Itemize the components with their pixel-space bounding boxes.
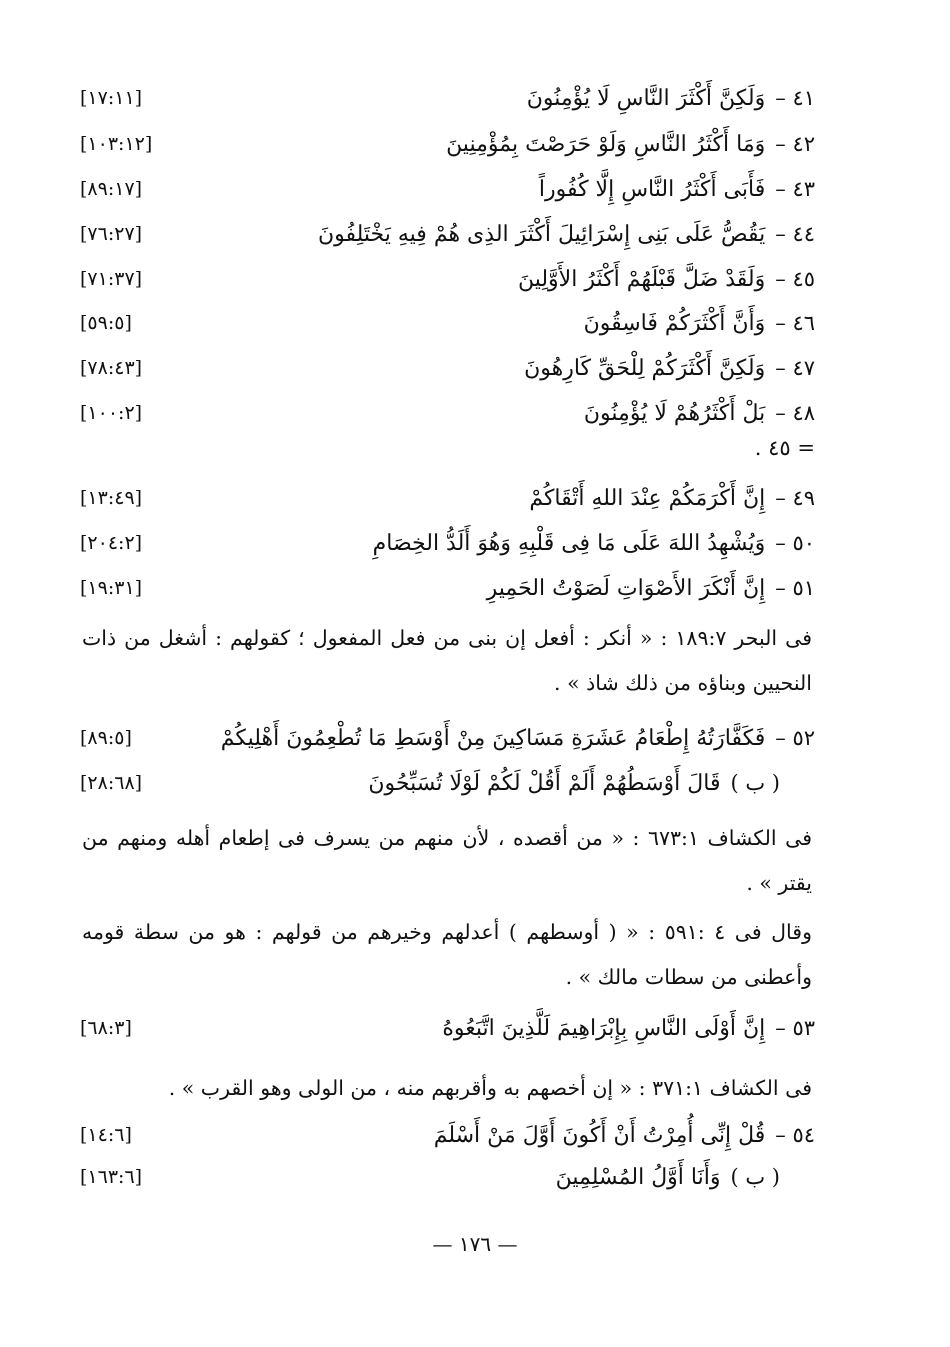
commentary-note: وقال فى ٤ :٥٩١ : « ( أوسطهم ) أعدلهم وخيرهم من قولهم : هو من سطة قومه وأعطنى من سطات مالك » .	[82, 920, 812, 989]
verse-number: ٥٠ –	[775, 531, 815, 555]
verse-reference: [٦٨:٣]	[80, 1017, 132, 1039]
verse-line	[80, 214, 815, 254]
verse-text: وَمَا أَكْثَرُ النَّاسِ وَلَوْ حَرَصْتَ بِمُؤْمِنِينَ	[446, 131, 766, 157]
verse-text: إِنَّ أَكْرَمَكُمْ عِنْدَ اللهِ أَتْقَاكُمْ	[529, 485, 766, 511]
verse-text: قَالَ أَوْسَطُهُمْ أَلَمْ أَقُلْ لَكُمْ لَوْلَا تُسَبِّحُونَ	[368, 770, 721, 796]
verse-number: ٤٢ –	[775, 132, 815, 156]
verse-number: ٥٤ –	[775, 1123, 815, 1147]
verse-line	[80, 568, 815, 608]
verse-number: ٤٨ –	[775, 401, 815, 425]
verse-text: يَقُصُّ عَلَى بَنِى إِسْرَائِيلَ أَكْثَرَ الذِى هُمْ فِيهِ يَخْتَلِفُونَ	[317, 221, 766, 247]
verse-reference: [٨٩:١٧]	[80, 178, 143, 200]
verse-reference: [١٣:٤٩]	[80, 487, 143, 509]
verse-reference: [٧٨:٤٣]	[80, 357, 143, 379]
verse-line	[80, 303, 815, 343]
verse-number: ٤٦ –	[775, 311, 815, 335]
verse-reference: [١٠٣:١٢]	[80, 133, 153, 155]
verse-text: فَأَبَى أَكْثَرُ النَّاسِ إِلَّا كُفُوراً	[538, 176, 766, 202]
verse-line	[80, 124, 815, 164]
verse-reference: [١٧:١١]	[80, 87, 143, 109]
verse-text: وَأَنَّ أَكْثَرَكُمْ فَاسِقُونَ	[583, 310, 766, 336]
verse-reference: [١٠٠:٢]	[80, 402, 143, 424]
verse-number: ٤٩ –	[775, 486, 815, 510]
verse-reference: [٢٠٤:٢]	[80, 532, 143, 554]
verse-line	[80, 348, 815, 388]
verse-line	[80, 393, 815, 433]
verse-number: ٥٢ –	[775, 726, 815, 750]
verse-line	[80, 78, 815, 118]
verse-number: ٤٧ –	[775, 356, 815, 380]
verse-text: وَلَكِنَّ أَكْثَرَكُمْ لِلْحَقِّ كَارِهُونَ	[524, 355, 766, 381]
commentary-note: فى الكشاف ٣٧١:١ : « إن أخصهم به وأقربهم منه ، من الولى وهو القرب » .	[168, 1076, 812, 1100]
verse-number: ( ب )	[730, 1165, 780, 1189]
verse-text: فَكَفَّارَتُهُ إِطْعَامُ عَشَرَةِ مَسَاكِينَ مِنْ أَوْسَطِ مَا تُطْعِمُونَ أَهْلِيكُمْ	[220, 725, 766, 751]
verse-text: وَيُشْهِدُ اللهَ عَلَى مَا فِى قَلْبِهِ وَهُوَ أَلَدُّ الخِصَامِ	[372, 530, 766, 556]
verse-text: وَأَنَا أَوَّلُ المُسْلِمِينَ	[555, 1164, 721, 1190]
verse-reference: [١٤:٦]	[80, 1124, 132, 1146]
verse-reference: [٨٩:٥]	[80, 727, 132, 749]
verse-reference: [٢٨:٦٨]	[80, 772, 143, 794]
verse-text: إِنَّ أَوْلَى النَّاسِ بِإِبْرَاهِيمَ لَلَّذِينَ اتَّبَعُوهُ	[442, 1015, 766, 1041]
verse-number: ( ب )	[730, 771, 780, 795]
verse-text: بَلْ أَكْثَرُهُمْ لَا يُؤْمِنُونَ	[583, 400, 766, 426]
verse-number: ٥٣ –	[775, 1016, 815, 1040]
verse-number: ٤١ –	[775, 86, 815, 110]
verse-line	[80, 169, 815, 209]
verse-line	[80, 259, 815, 299]
commentary-note: فى البحر ١٨٩:٧ : « أنكر : أفعل إن بنى من فعل المفعول ؛ كقولهم : أشغل من ذات النحيين وبناؤه من ذلك شاذ » .	[82, 626, 813, 695]
verse-line	[80, 1115, 815, 1155]
commentary-note: فى الكشاف ٦٧٣:١ : « من أقصده ، لأن منهم من يسرف فى إطعام أهله ومنهم من يقتر » .	[82, 826, 812, 895]
verse-line	[80, 1008, 815, 1048]
total-count: = ٤٥ .	[754, 436, 815, 460]
page-number: — ١٧٦ —	[432, 1232, 518, 1256]
verse-text: وَلَقَدْ ضَلَّ قَبْلَهُمْ أَكْثَرُ الأَوَّلِينَ	[517, 266, 766, 292]
verse-reference: [١٩:٣١]	[80, 577, 143, 599]
verse-number: ٥١ –	[775, 576, 815, 600]
verse-reference: [١٦٣:٦]	[80, 1166, 143, 1188]
verse-text: وَلَكِنَّ أَكْثَرَ النَّاسِ لَا يُؤْمِنُونَ	[526, 85, 766, 111]
verse-number: ٤٤ –	[775, 222, 815, 246]
verse-number: ٤٣ –	[775, 177, 815, 201]
verse-number: ٤٥ –	[775, 267, 815, 291]
verse-reference: [٧٦:٢٧]	[80, 223, 143, 245]
verse-line	[80, 763, 780, 803]
verse-reference: [٥٩:٥]	[80, 312, 132, 334]
verse-line	[80, 478, 815, 518]
verse-line	[80, 718, 815, 758]
verse-text: إِنَّ أَنْكَرَ الأَصْوَاتِ لَصَوْتُ الحَمِيرِ	[486, 575, 766, 601]
verse-line	[80, 523, 815, 563]
verse-line	[80, 1157, 780, 1197]
verse-reference: [٧١:٣٧]	[80, 268, 143, 290]
verse-text: قُلْ إِنِّى أُمِرْتُ أَنْ أَكُونَ أَوَّلَ مَنْ أَسْلَمَ	[433, 1122, 766, 1148]
